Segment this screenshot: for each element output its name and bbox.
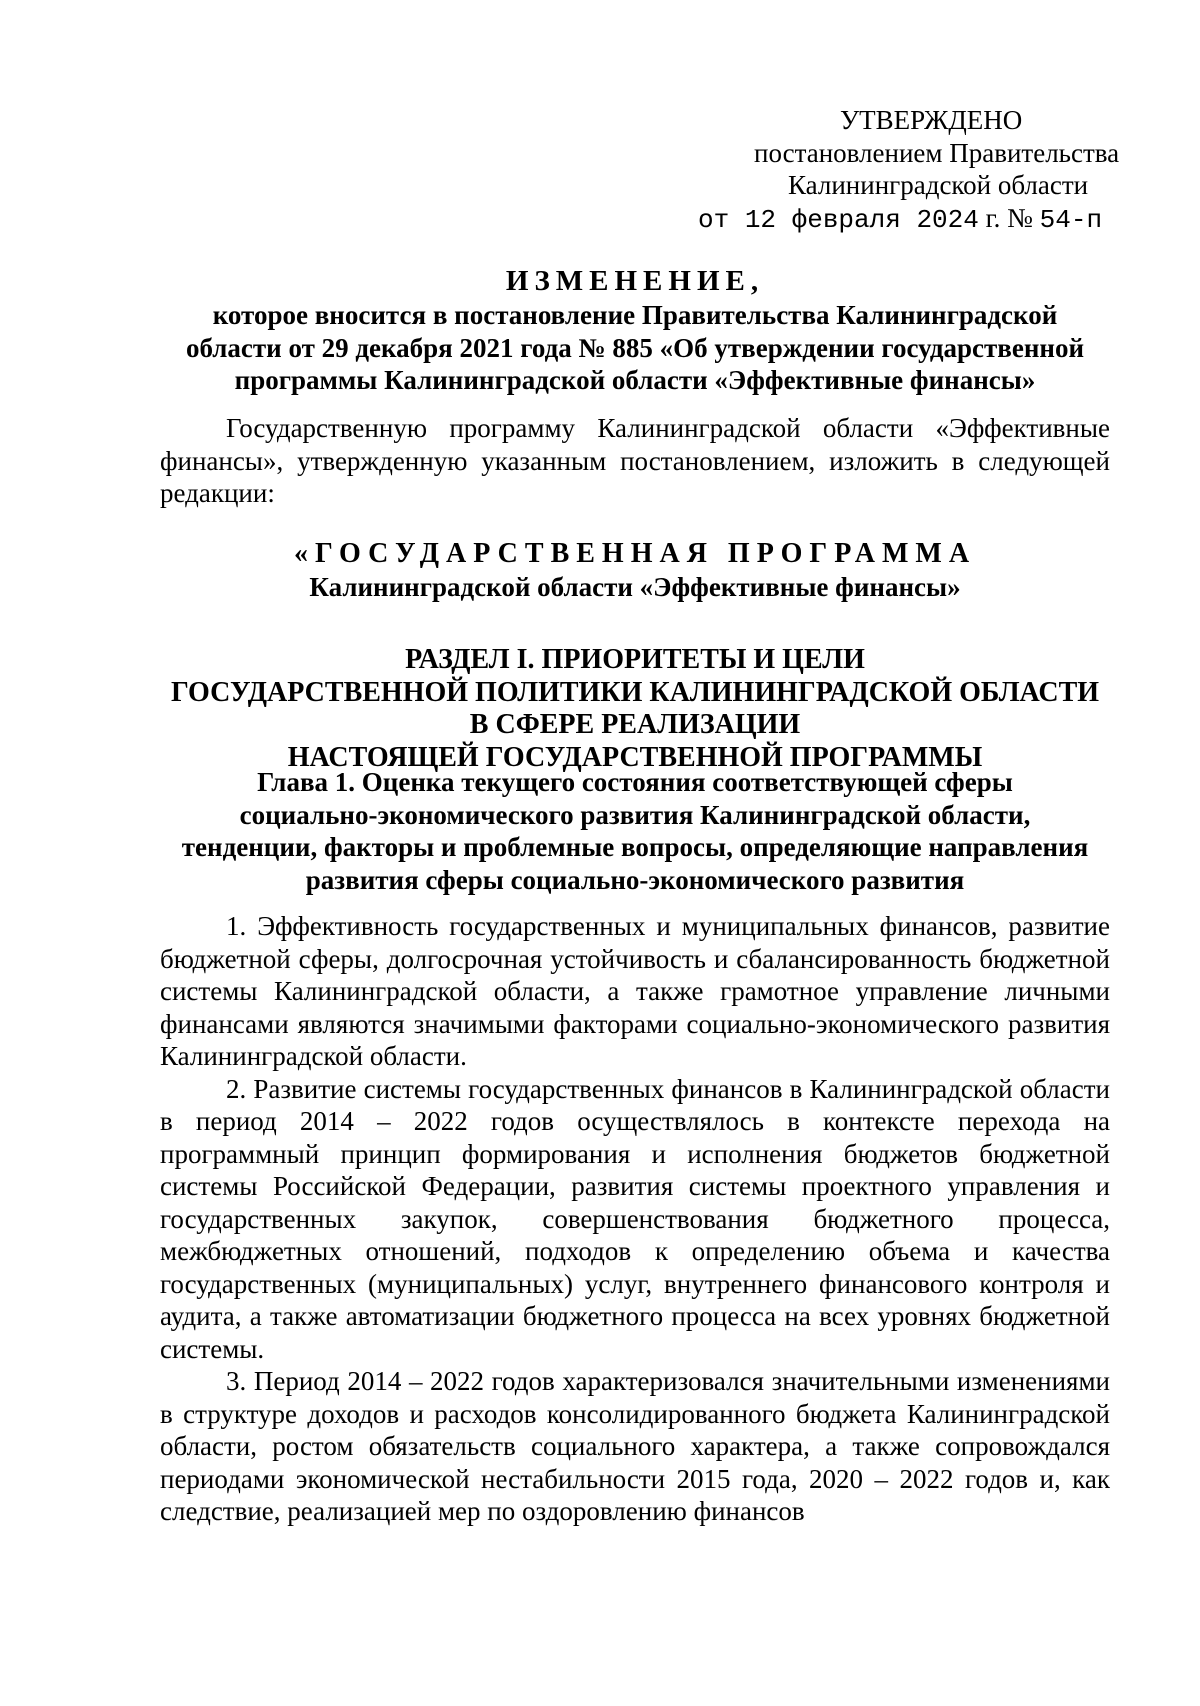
approval-date: 12 февраля 2024 xyxy=(744,204,979,235)
approval-heading: УТВЕРЖДЕНО xyxy=(840,105,1023,135)
approval-number-label: г. № xyxy=(978,202,1040,233)
paragraph-3: 3. Период 2014 – 2022 годов характеризовался значительными изменениями в структуре доходов и расходов консолидированного бюджета Калининградской области, ростом обязательств социального характера, а также сопровождался периодами экономической нестабильности 2015 года, 2020 – 2022 годов и, как следствие, реализацией мер по оздоровлению финансов xyxy=(160,1366,1110,1526)
approval-date-prefix: от xyxy=(698,204,745,235)
intro-paragraph xyxy=(160,412,1110,510)
paragraph-1: 1. Эффективность государственных и муниципальных финансов, развитие бюджетной сферы, долгосрочная устойчивость и сбалансированность бюджетной системы Калининградской области, а также грамотное управление личными финансами являются значимыми факторами социально-экономического развития Калининградской области. xyxy=(160,911,1110,1071)
chapter-title-line-4: развития сферы социально-экономического развития xyxy=(305,864,965,895)
approval-date-line xyxy=(640,202,1120,237)
chapter-title-line-3: тенденции, факторы и проблемные вопросы, определяющие направления xyxy=(181,832,1089,862)
change-title-text: ИЗМЕНЕНИЕ, xyxy=(505,265,765,297)
change-subtitle-line-1: которое вносится в постановление Правительства Калининградской xyxy=(212,300,1058,330)
chapter-title xyxy=(160,766,1110,896)
chapter-title-line-2: социально-экономического развития Калининградской области, xyxy=(239,799,1031,830)
change-subtitle-line-2: области от 29 декабря 2021 года № 885 «Об утверждении государственной xyxy=(185,332,1085,363)
approval-number: 54-п xyxy=(1039,204,1103,235)
section-title-line-2: ГОСУДАРСТВЕННОЙ ПОЛИТИКИ КАЛИНИНГРАДСКОЙ ОБЛАСТИ xyxy=(170,676,1100,708)
approval-stamp xyxy=(640,104,1120,236)
section-title xyxy=(160,644,1110,774)
change-title xyxy=(160,265,1110,298)
program-title-text: «ГОСУДАРСТВЕННАЯ ПРОГРАММА xyxy=(293,538,977,569)
section-title-line-3: В СФЕРЕ РЕАЛИЗАЦИИ xyxy=(469,709,801,740)
program-title xyxy=(160,538,1110,603)
section-title-line-4: НАСТОЯЩЕЙ ГОСУДАРСТВЕННОЙ ПРОГРАММЫ xyxy=(287,741,983,773)
change-subtitle-line-3: программы Калининградской области «Эффективные финансы» xyxy=(234,365,1036,395)
section-title-line-1: РАЗДЕЛ I. ПРИОРИТЕТЫ И ЦЕЛИ xyxy=(405,644,865,675)
program-subtitle-text: Калининградской области «Эффективные финансы» xyxy=(309,571,961,602)
approval-region: Калининградской области xyxy=(788,170,1089,200)
body-text xyxy=(160,910,1110,1528)
chapter-title-line-1: Глава 1. Оценка текущего состояния соответствующей сферы xyxy=(257,767,1013,797)
change-subtitle xyxy=(160,299,1110,397)
intro-text: Государственную программу Калининградской области «Эффективные финансы», утвержденную указанным постановлением, изложить в следующей редакции: xyxy=(160,413,1110,508)
approval-authority: постановлением Правительства xyxy=(754,137,1120,168)
paragraph-2: 2. Развитие системы государственных финансов в Калининградской области в период 2014 – 2022 годов осуществлялось в контексте перехода на программный принцип формирования и исполнения бюджетов бюджетной системы Российской Федерации, развития системы проектного управления и государственных закупок, совершенствования бюджетного процесса, межбюджетных отношений, подходов к определению объема и качества государственных (муниципальных) услуг, внутреннего финансового контроля и аудита, а также автоматизации бюджетного процесса на всех уровнях бюджетной системы. xyxy=(160,1073,1110,1364)
